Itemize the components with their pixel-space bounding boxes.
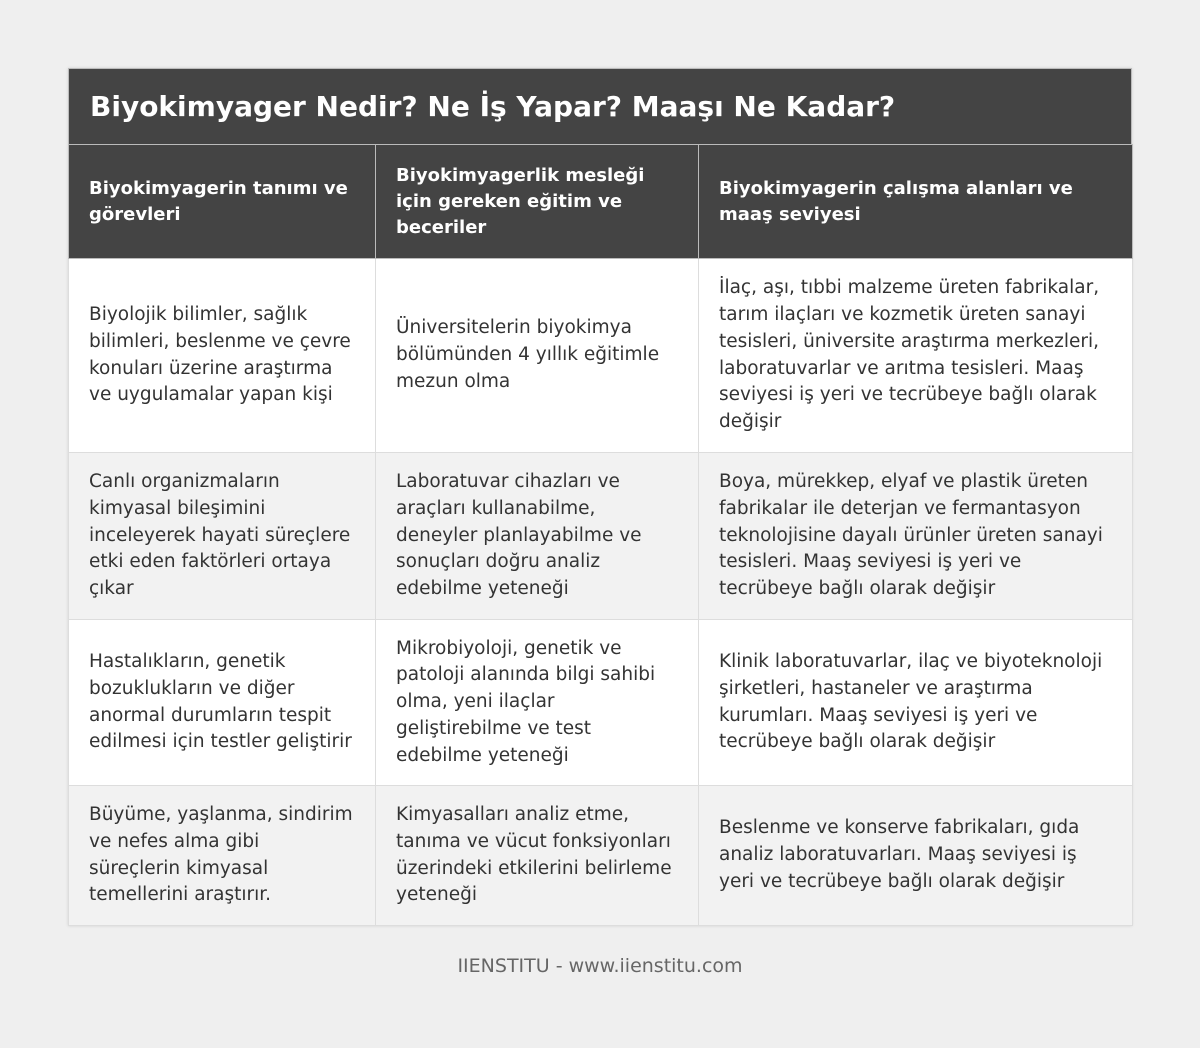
table-row — [69, 786, 1133, 926]
info-table-card — [68, 68, 1132, 926]
table-cell: Büyüme, yaşlanma, sindirim ve nefes alma gibi süreçlerin kimyasal temellerini araştırır. — [69, 786, 376, 926]
info-table — [68, 144, 1133, 926]
table-row — [69, 453, 1133, 620]
table-cell: Boya, mürekkep, elyaf ve plastik üreten fabrikalar ile deterjan ve fermantasyon teknolojisine dayalı ürünler üreten sanayi tesisleri. Maaş seviyesi iş yeri ve tecrübeye bağlı olarak değişir — [699, 453, 1133, 620]
footer-credit: IIENSTITU - www.iienstitu.com — [457, 955, 743, 977]
column-header: Biyokimyagerin çalışma alanları ve maaş seviyesi — [699, 145, 1133, 259]
table-cell: Canlı organizmaların kimyasal bileşimini inceleyerek hayati süreçlere etki eden faktörleri ortaya çıkar — [69, 453, 376, 620]
table-cell: Beslenme ve konserve fabrikaları, gıda analiz laboratuvarları. Maaş seviyesi iş yeri ve tecrübeye bağlı olarak değişir — [699, 786, 1133, 926]
table-cell: İlaç, aşı, tıbbi malzeme üreten fabrikalar, tarım ilaçları ve kozmetik üreten sanayi tesisleri, üniversite araştırma merkezleri, laboratuvarlar ve arıtma tesisleri. Maaş seviyesi iş yeri ve tecrübeye bağlı olarak değişir — [699, 259, 1133, 453]
table-row — [69, 259, 1133, 453]
table-cell: Kimyasalları analiz etme, tanıma ve vücut fonksiyonları üzerindeki etkilerini belirleme yeteneği — [376, 786, 699, 926]
page-title: Biyokimyager Nedir? Ne İş Yapar? Maaşı Ne Kadar? — [68, 68, 1132, 144]
table-cell: Laboratuvar cihazları ve araçları kullanabilme, deneyler planlayabilme ve sonuçları doğru analiz edebilme yeteneği — [376, 453, 699, 620]
table-cell: Biyolojik bilimler, sağlık bilimleri, beslenme ve çevre konuları üzerine araştırma ve uygulamalar yapan kişi — [69, 259, 376, 453]
table-header-row — [69, 145, 1133, 259]
column-header: Biyokimyagerin tanımı ve görevleri — [69, 145, 376, 259]
column-header: Biyokimyagerlik mesleği için gereken eğitim ve beceriler — [376, 145, 699, 259]
table-cell: Hastalıkların, genetik bozuklukların ve diğer anormal durumların tespit edilmesi için testler geliştirir — [69, 620, 376, 786]
table-cell: Klinik laboratuvarlar, ilaç ve biyoteknoloji şirketleri, hastaneler ve araştırma kurumları. Maaş seviyesi iş yeri ve tecrübeye bağlı olarak değişir — [699, 620, 1133, 786]
table-cell: Üniversitelerin biyokimya bölümünden 4 yıllık eğitimle mezun olma — [376, 259, 699, 453]
table-cell: Mikrobiyoloji, genetik ve patoloji alanında bilgi sahibi olma, yeni ilaçlar geliştirebilme ve test edebilme yeteneği — [376, 620, 699, 786]
table-row — [69, 620, 1133, 786]
